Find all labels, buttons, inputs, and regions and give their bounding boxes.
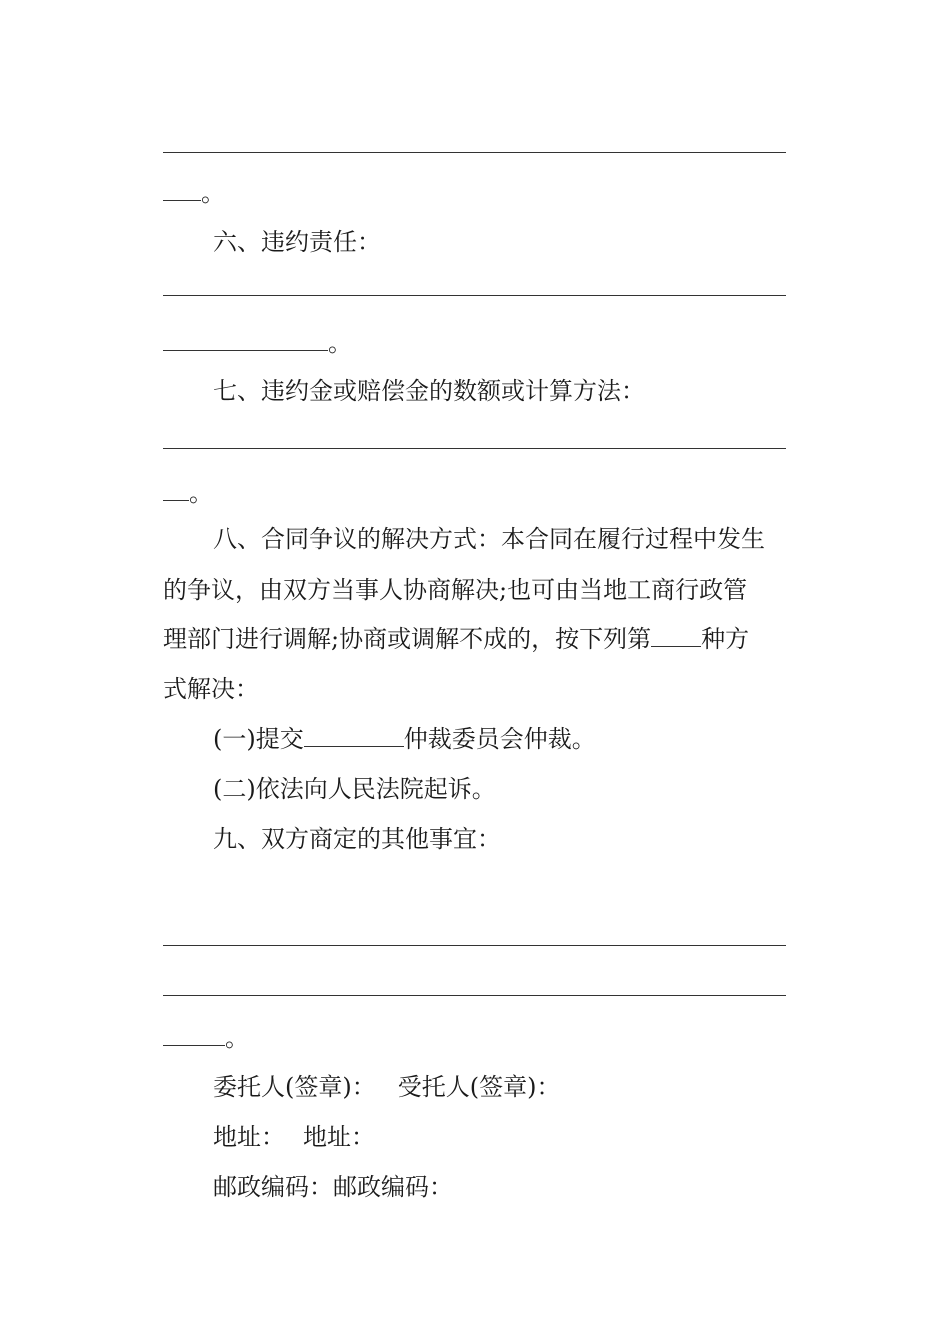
agent-postcode-label: 邮政编码： bbox=[333, 1173, 453, 1201]
option-litigation: (二)依法向人民法院起诉。 bbox=[213, 775, 496, 803]
method-number-blank bbox=[651, 624, 701, 647]
client-signature-label: 委托人(签章)： bbox=[213, 1073, 376, 1101]
agent-address-label: 地址： bbox=[303, 1123, 375, 1151]
fill-line-end: 。 bbox=[163, 478, 213, 508]
fill-blank bbox=[163, 178, 201, 201]
postcode-row bbox=[213, 1172, 453, 1202]
fill-line-end: 。 bbox=[163, 178, 225, 208]
fill-line-end: 。 bbox=[163, 328, 352, 358]
section-nine-heading: 九、双方商定的其他事宜： bbox=[213, 825, 501, 853]
fill-blank bbox=[163, 478, 189, 501]
fill-blank-line bbox=[163, 152, 786, 153]
section-eight-line-1: 八、合同争议的解决方式：本合同在履行过程中发生 bbox=[213, 525, 765, 553]
signature-row bbox=[213, 1072, 560, 1102]
client-address-label: 地址： bbox=[213, 1123, 285, 1151]
section-eight-line-4: 式解决： bbox=[163, 675, 259, 703]
client-postcode-label: 邮政编码： bbox=[213, 1173, 333, 1201]
address-row bbox=[213, 1122, 375, 1152]
fill-blank bbox=[163, 328, 328, 351]
fill-blank-line bbox=[163, 995, 786, 996]
option-arbitration: (一)提交 仲裁委员会仲裁。 bbox=[213, 725, 596, 753]
fill-blank bbox=[163, 1023, 225, 1046]
fill-blank-line bbox=[163, 945, 786, 946]
section-eight-line-3: 理部门进行调解;协商或调解不成的，按下列第 种方 bbox=[163, 625, 750, 653]
section-seven-heading: 七、违约金或赔偿金的数额或计算方法： bbox=[213, 377, 645, 405]
fill-blank-line bbox=[163, 448, 786, 449]
fill-blank-line bbox=[163, 295, 786, 296]
agent-signature-label: 受托人(签章)： bbox=[397, 1073, 561, 1101]
section-eight-line-2: 的争议，由双方当事人协商解决;也可由当地工商行政管 bbox=[163, 576, 748, 604]
fill-line-end: 。 bbox=[163, 1023, 249, 1053]
arbitration-commission-blank bbox=[304, 724, 404, 747]
section-six-heading: 六、违约责任： bbox=[213, 228, 381, 256]
